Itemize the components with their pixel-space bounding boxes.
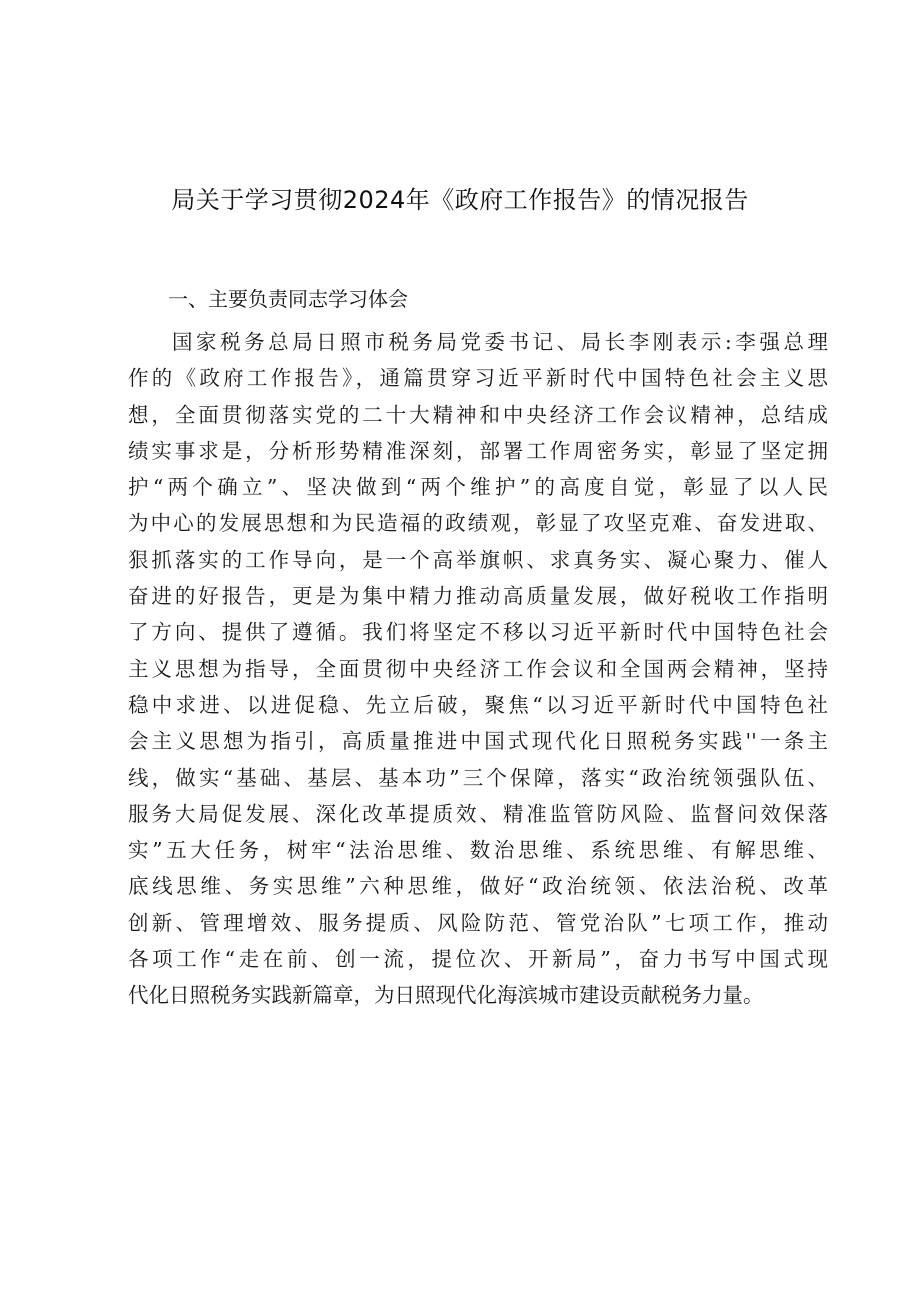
paragraph-line: 会主义思想为指引，高质量推进中国式现代化日照税务实践''一条主 [128,729,828,754]
paragraph-line: 底线思维、务实思维”六种思维，做好“政治统领、依法治税、改革 [128,874,828,899]
paragraph-line: 稳中求进、以进促稳、先立后破，聚焦“以习近平新时代中国特色社 [128,692,828,717]
paragraph-line: 实”五大任务，树牢“法治思维、数治思维、系统思维、有解思维、 [128,838,828,863]
paragraph-line: 创新、管理增效、服务提质、风险防范、管党治队”七项工作，推动 [128,910,828,935]
body-paragraph [128,324,828,1014]
paragraph-line: 了方向、提供了遵循。我们将坚定不移以习近平新时代中国特色社会 [128,620,828,645]
paragraph-line: 服务大局促发展、深化改革提质效、精准监管防风险、监督问效保落 [128,801,828,826]
paragraph-line: 绩实事求是，分析形势精准深刻，部署工作周密务实，彰显了坚定拥 [128,438,828,463]
paragraph-line: 线，做实“基础、基层、基本功”三个保障，落实“政治统领强队伍、 [128,765,828,790]
paragraph-line: 主义思想为指导，全面贯彻中央经济工作会议和全国两会精神，坚持 [128,656,828,681]
paragraph-line: 代化日照税务实践新篇章，为日照现代化海滨城市建设贡献税务力量。 [128,983,764,1008]
paragraph-line: 想，全面贯彻落实党的二十大精神和中央经济工作会议精神，总结成 [128,402,828,427]
paragraph-line: 国家税务总局日照市税务局党委书记、局长李刚表示:李强总理 [172,330,828,354]
paragraph-line: 作的《政府工作报告》，通篇贯穿习近平新时代中国特色社会主义思 [128,366,828,391]
paragraph-line: 奋进的好报告，更是为集中精力推动高质量发展，做好税收工作指明 [128,584,828,609]
paragraph-line: 为中心的发展思想和为民造福的政绩观，彰显了攻坚克难、奋发进取、 [128,511,828,536]
paragraph-line: 护“两个确立”、坚决做到“两个维护”的高度自觉，彰显了以人民 [128,475,828,500]
paragraph-line: 各项工作“走在前、创一流，提位次、开新局”，奋力书写中国式现 [128,947,828,972]
section-heading: 一、主要负责同志学习体会 [168,287,408,311]
paragraph-line: 狠抓落实的工作导向，是一个高举旗帜、求真务实、凝心聚力、催人 [128,547,828,572]
document-title: 局关于学习贯彻2024年《政府工作报告》的情况报告 [171,186,749,214]
